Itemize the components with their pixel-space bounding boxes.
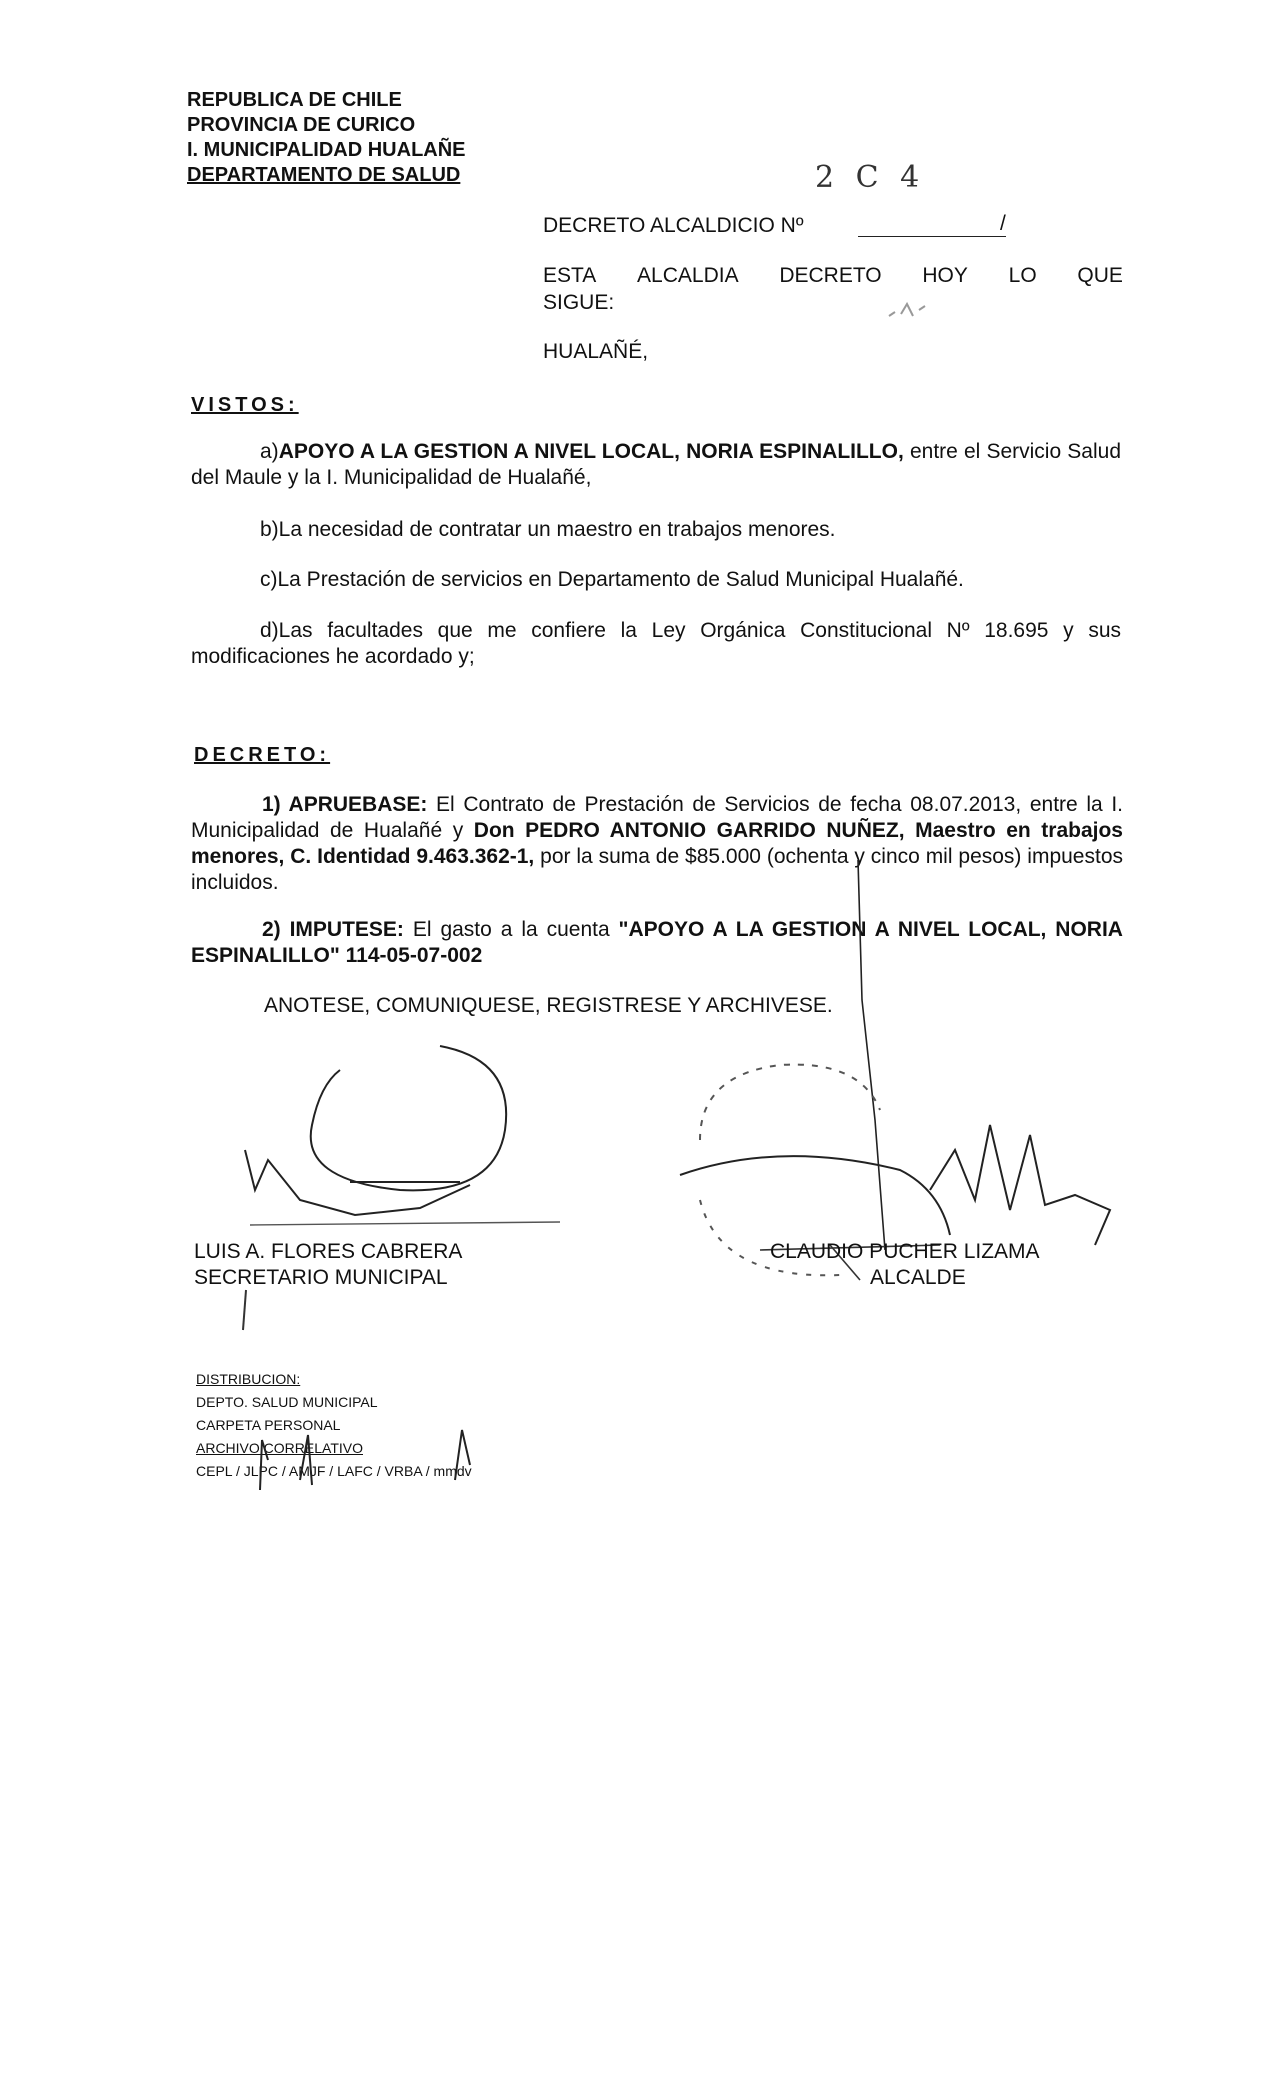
word-que: QUE — [1077, 264, 1123, 287]
place-label: HUALAÑÉ, — [543, 340, 649, 363]
vistos-item-c: c)La Prestación de servicios en Departamento de Salud Municipal Hualañé. — [260, 568, 964, 591]
decreto-item-1: 1) APRUEBASE: El Contrato de Prestación de Servicios de fecha 08.07.2013, entre la I. Municipalidad de Hualañé y Don PEDRO ANTONIO GARRIDO NUÑEZ, Maestro en trabajos menores, C. Identidad 9.463.362-1, por la suma de $85.000 (ochenta y cinco mil pesos) impuestos incluidos. — [191, 793, 1124, 894]
distribution-title: DISTRIBUCION: — [196, 1371, 301, 1387]
letterhead-country: REPUBLICA DE CHILE — [187, 89, 402, 111]
letterhead-province: PROVINCIA DE CURICO — [187, 114, 416, 136]
right-signer-name: CLAUDIO PUCHER LIZAMA — [770, 1240, 1040, 1263]
distribution-item: ARCHIVO CORRELATIVO — [196, 1440, 363, 1456]
word-esta: ESTA — [543, 264, 597, 287]
vistos-item-b: b)La necesidad de contratar un maestro en trabajos menores. — [260, 518, 836, 541]
word-alcaldia: ALCALDIA — [637, 264, 739, 287]
sigue-label: SIGUE: — [543, 291, 615, 314]
word-decreto: DECRETO — [779, 264, 882, 287]
decreto-item-2: 2) IMPUTESE: El gasto a la cuenta "APOYO A LA GESTION A NIVEL LOCAL, NORIA ESPINALILLO" 114-05-07-002 — [191, 918, 1123, 967]
initials-marks — [240, 1420, 500, 1510]
left-signer-title: SECRETARIO MUNICIPAL — [194, 1266, 448, 1289]
letterhead-municipality: I. MUNICIPALIDAD HUALAÑE — [187, 139, 466, 161]
distribution-item: CEPL / JLPC / AMJF / LAFC / VRBA / mmdv — [196, 1463, 472, 1479]
vistos-item-a: a)APOYO A LA GESTION A NIVEL LOCAL, NORIA ESPINALILLO, entre el Servicio Salud del Maule y la I. Municipalidad de Hualañé, — [191, 440, 1121, 489]
distribution-item: CARPETA PERSONAL — [196, 1417, 341, 1433]
handwritten-decree-number: 2 C 4 — [815, 160, 926, 195]
vistos-heading: VISTOS: — [191, 394, 299, 416]
vistos-item-d: d)Las facultades que me confiere la Ley Orgánica Constitucional Nº 18.695 y sus modificaciones he acordado y; — [191, 619, 1121, 668]
closing-formula: ANOTESE, COMUNIQUESE, REGISTRESE Y ARCHIVESE. — [264, 994, 833, 1017]
distribution-item: DEPTO. SALUD MUNICIPAL — [196, 1394, 378, 1410]
word-lo: LO — [1008, 264, 1037, 287]
left-signer-name: LUIS A. FLORES CABRERA — [194, 1240, 463, 1263]
letterhead-department: DEPARTAMENTO DE SALUD — [187, 164, 461, 186]
right-signer-title: ALCALDE — [870, 1266, 966, 1289]
decreto-heading: DECRETO: — [194, 744, 331, 766]
decree-number-slash: / — [1000, 212, 1006, 235]
decree-number-label: DECRETO ALCALDICIO Nº — [543, 214, 804, 237]
word-hoy: HOY — [922, 264, 968, 287]
